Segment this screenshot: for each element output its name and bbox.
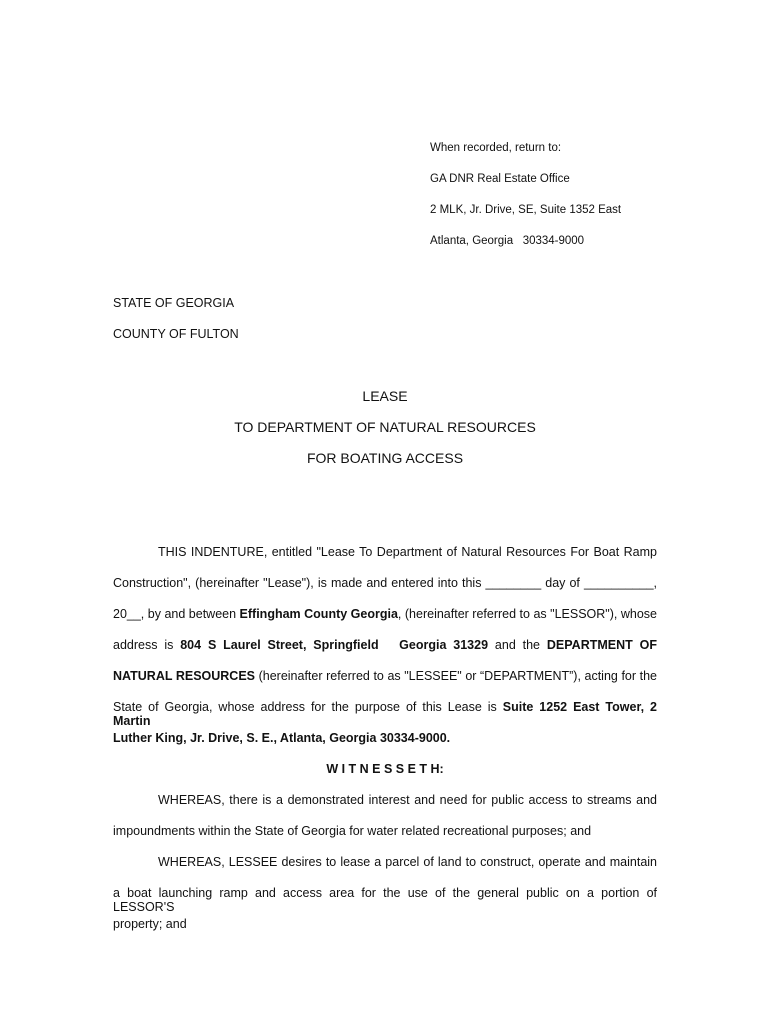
lessee-address-part-1: Suite 1252 East Tower, 2 Martin <box>113 700 658 728</box>
indenture-line-5-part-b: (hereinafter referred to as "LESSEE" or “DEPARTMENT”), acting for the <box>255 669 657 683</box>
indenture-line-4-part-a: address is <box>113 638 181 652</box>
indenture-line-7 <box>113 731 657 745</box>
return-to-line-3: 2 MLK, Jr. Drive, SE, Suite 1352 East <box>430 204 622 216</box>
lessee-name-part-2: NATURAL RESOURCES <box>113 669 256 683</box>
indenture-line-5 <box>113 669 657 683</box>
return-to-line-1: When recorded, return to: <box>430 142 562 154</box>
whereas-2-line-2: a boat launching ramp and access area for the use of the general public on a portion of LESSOR'S <box>113 886 657 914</box>
indenture-line-6-part-a: State of Georgia, whose address for the purpose of this Lease is <box>113 700 503 714</box>
indenture-line-3 <box>113 607 657 621</box>
whereas-1-line-1: WHEREAS, there is a demonstrated interest and need for public access to streams and <box>158 793 657 807</box>
indenture-line-1: THIS INDENTURE, entitled "Lease To Department of Natural Resources For Boat Ramp <box>158 545 657 559</box>
lessor-address: 804 S Laurel Street, Springfield Georgia 31329 <box>180 638 489 652</box>
state-heading: STATE OF GEORGIA <box>113 296 235 310</box>
indenture-line-6 <box>113 700 657 728</box>
lessee-address-part-2: Luther King, Jr. Drive, S. E., Atlanta, Georgia 30334-9000. <box>113 731 451 745</box>
whereas-2-line-3: property; and <box>113 917 187 931</box>
indenture-line-2: Construction", (hereinafter "Lease"), is made and entered into this ________ day of __________, <box>113 576 657 590</box>
county-heading: COUNTY OF FULTON <box>113 327 239 341</box>
title-line-2: TO DEPARTMENT OF NATURAL RESOURCES <box>234 419 536 435</box>
return-to-line-4: Atlanta, Georgia 30334-9000 <box>430 235 585 247</box>
indenture-line-3-part-a: 20__, by and between <box>113 607 240 621</box>
title-line-1: LEASE <box>362 388 408 404</box>
title-line-3: FOR BOATING ACCESS <box>306 450 464 466</box>
whereas-1-line-2: impoundments within the State of Georgia for water related recreational purposes; and <box>113 824 592 838</box>
witnesseth-heading: W I T N E S S E T H: <box>326 762 444 776</box>
lessor-name: Effingham County Georgia <box>239 607 398 621</box>
return-to-line-2: GA DNR Real Estate Office <box>430 173 570 185</box>
indenture-line-4-part-c: and the <box>488 638 547 652</box>
indenture-line-3-part-c: , (hereinafter referred to as "LESSOR"), whose <box>397 607 657 621</box>
whereas-2-line-1: WHEREAS, LESSEE desires to lease a parcel of land to construct, operate and maintain <box>158 855 657 869</box>
lessee-name-part-1: DEPARTMENT OF <box>546 638 657 652</box>
indenture-line-4 <box>113 638 657 652</box>
